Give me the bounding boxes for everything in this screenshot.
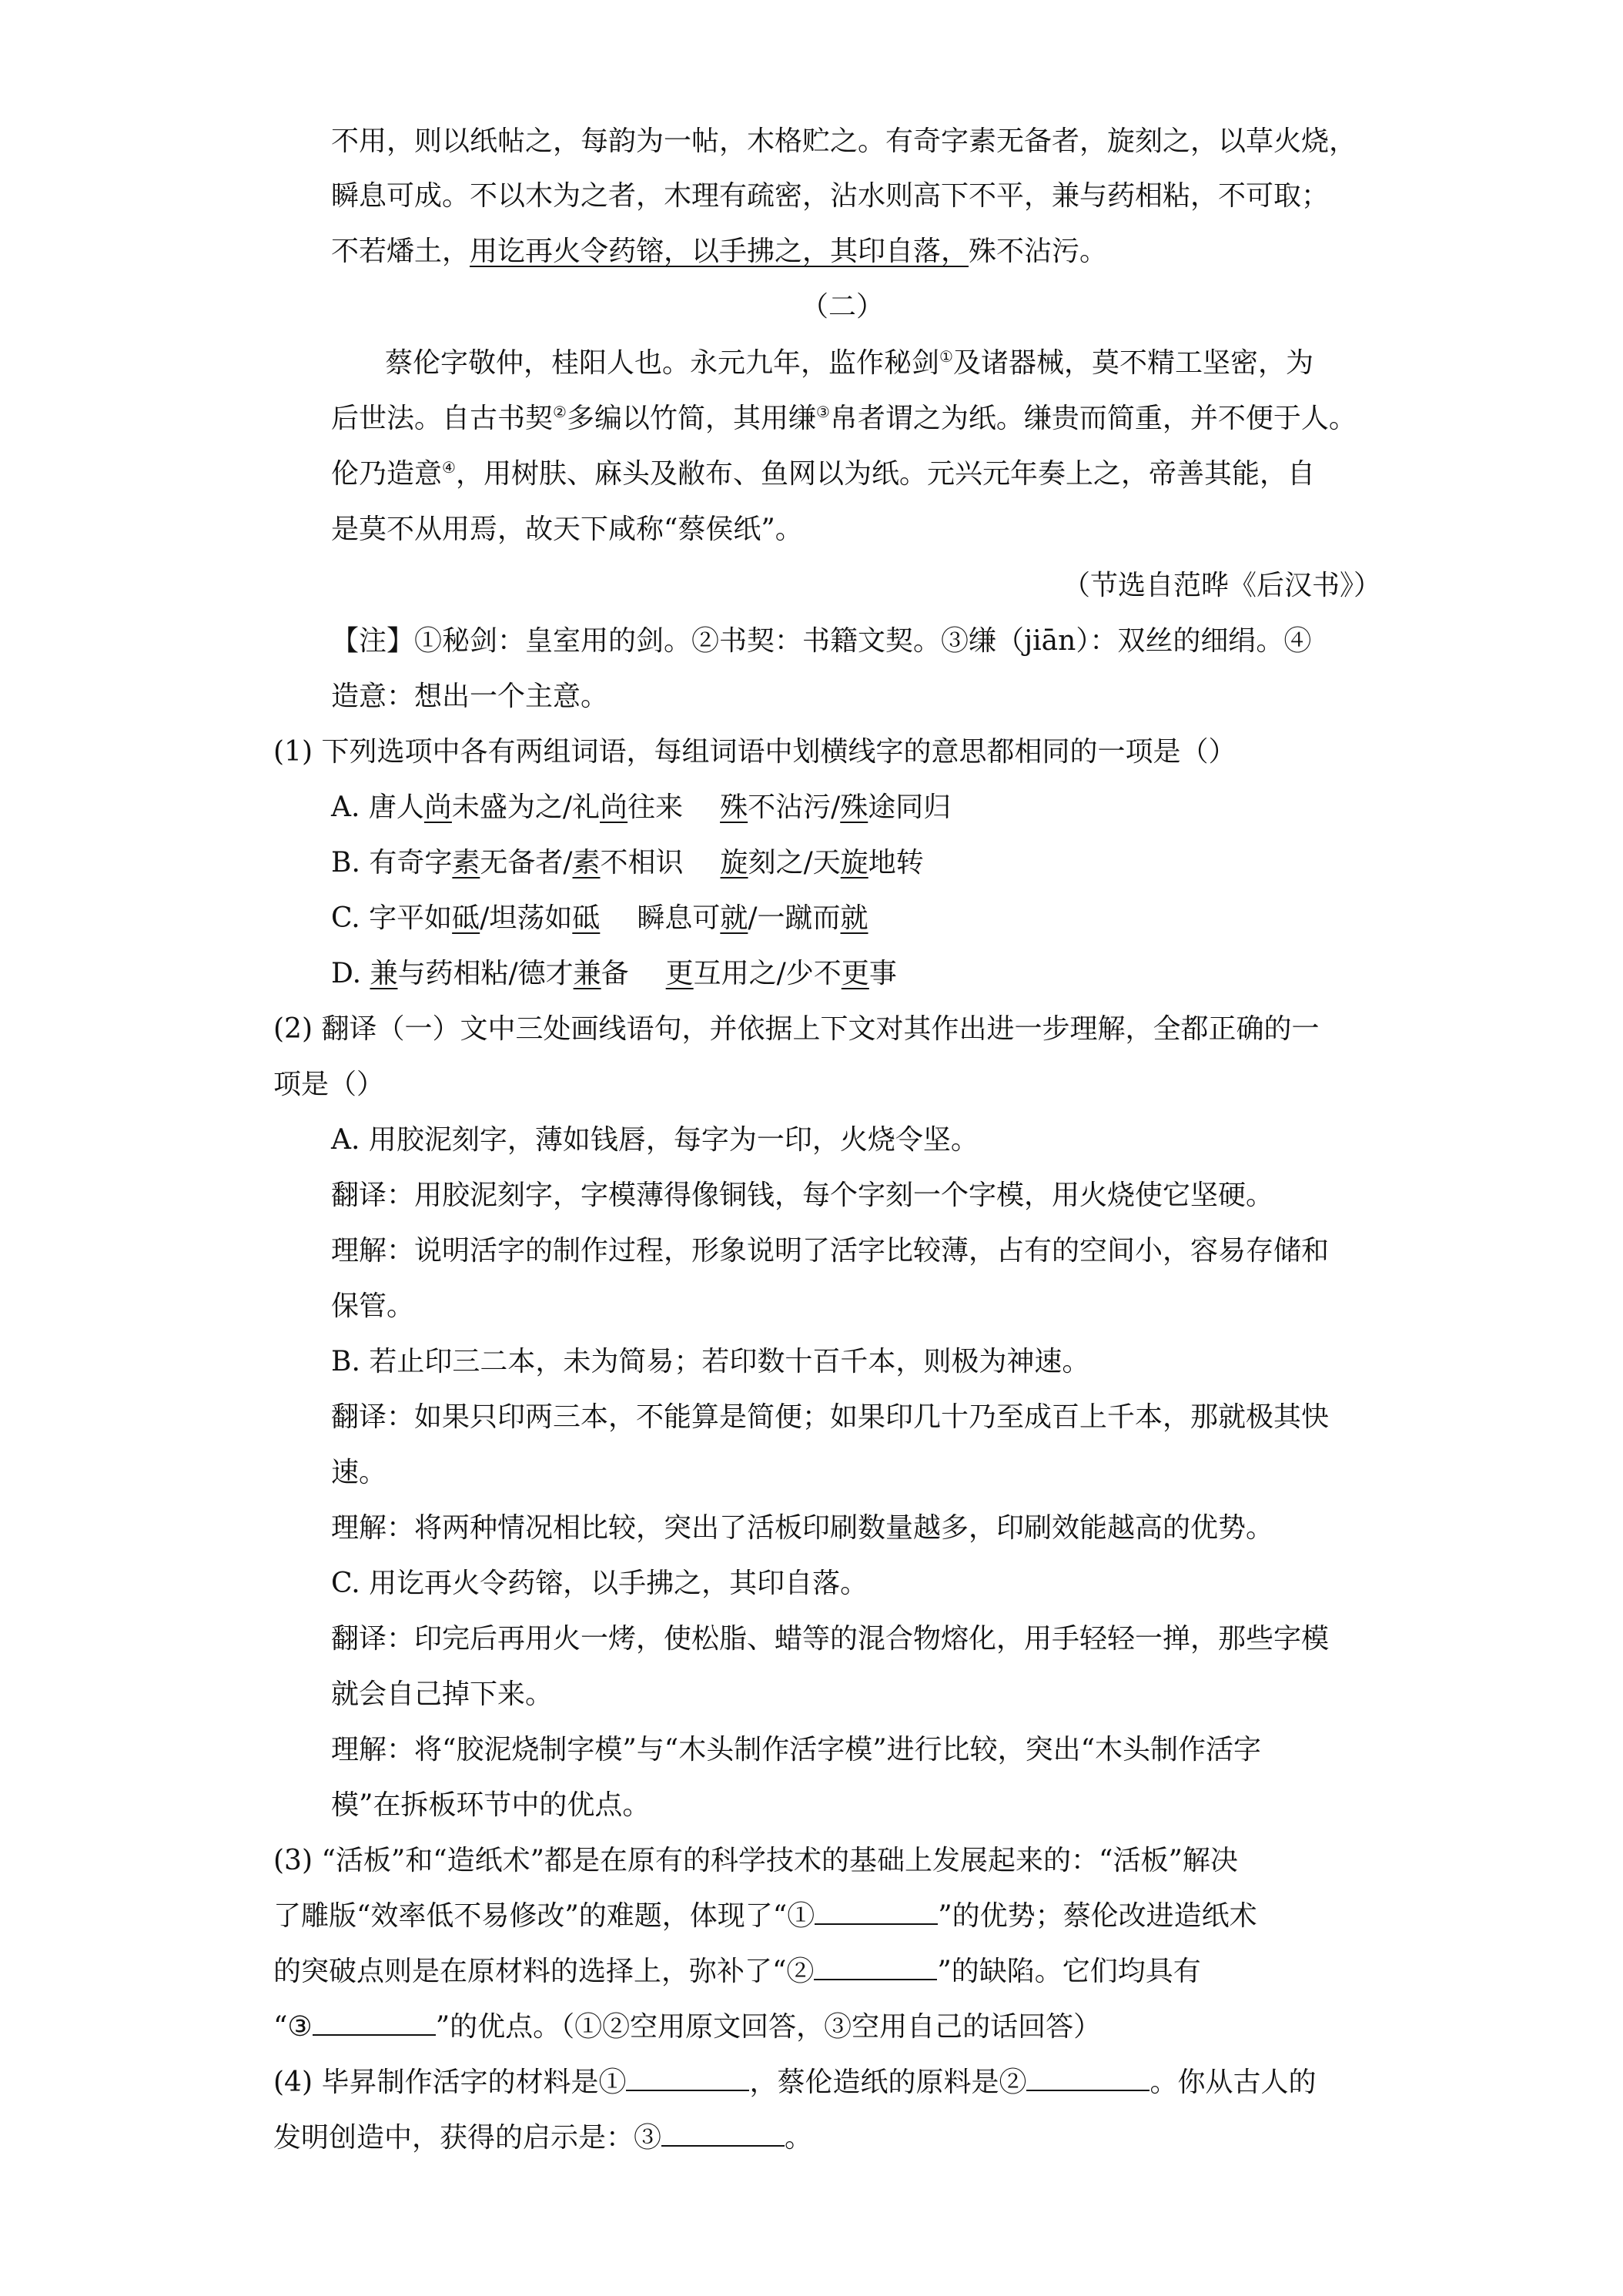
section-heading: （二） xyxy=(801,291,885,323)
q4-line1: (4) 毕昇制作活字的材料是① ，蔡伦造纸的原料是② 。你从古人的 xyxy=(273,2067,1317,2098)
q2-b-translation-1: 翻译：如果只印两三本，不能算是简便；如果印几十乃至成百上千本，那就极其快 xyxy=(331,1401,1330,1433)
q2-option-a: A. 用胶泥刻字，薄如钱唇，每字为一印，火烧令坚。 xyxy=(331,1124,979,1156)
q3-line3: 的突破点则是在原材料的选择上，弥补了“② ”的缺陷。它们均具有 xyxy=(273,1956,1201,1987)
q2-option-b: B. 若止印三二本，未为简易；若印数十百千本，则极为神速。 xyxy=(331,1346,1090,1377)
q2-c-translation-2: 就会自己掉下来。 xyxy=(331,1678,554,1710)
answer-blank-6[interactable] xyxy=(661,2122,785,2147)
q1-option-d: D. 兼与药相粘/德才兼备 更互用之/少不更事 xyxy=(331,958,897,989)
q2-b-understanding: 理解：将两种情况相比较，突出了活板印刷数量越多，印刷效能越高的优势。 xyxy=(331,1512,1274,1544)
q2-stem-line1: (2) 翻译（一）文中三处画线语句，并依据上下文对其作出进一步理解，全都正确的一 xyxy=(273,1013,1320,1045)
q2-c-understanding-1: 理解：将“胶泥烧制字模”与“木头制作活字模”进行比较，突出“木头制作活字 xyxy=(331,1734,1262,1766)
q2-stem-line2: 项是（） xyxy=(273,1069,385,1100)
q2-b-translation-2: 速。 xyxy=(331,1457,387,1488)
answer-blank-4[interactable] xyxy=(626,2067,749,2091)
q2-c-translation-1: 翻译：印完后再用火一烤，使松脂、蜡等的混合物熔化，用手轻轻一掸，那些字模 xyxy=(331,1623,1330,1655)
passage2-line4: 是莫不从用焉，故天下咸称“蔡侯纸”。 xyxy=(331,514,803,545)
passage2-line2: 后世法。自古书契②多编以竹简，其用缣③帛者谓之为纸。缣贵而简重，并不便于人。 xyxy=(331,403,1357,434)
answer-blank-3[interactable] xyxy=(313,2011,436,2036)
passage2-line1: 蔡伦字敬仲，桂阳人也。永元九年，监作秘剑①及诸器械，莫不精工坚密，为 xyxy=(385,347,1313,379)
q3-line1: (3) “活板”和“造纸术”都是在原有的科学技术的基础上发展起来的：“活板”解决 xyxy=(273,1845,1238,1876)
q2-c-understanding-2: 模”在拆板环节中的优点。 xyxy=(331,1789,651,1821)
q2-a-understanding-1: 理解：说明活字的制作过程，形象说明了活字比较薄，占有的空间小，容易存储和 xyxy=(331,1235,1330,1267)
q3-line2: 了雕版“效率低不易修改”的难题，体现了“① ”的优势；蔡伦改进造纸术 xyxy=(273,1900,1257,1932)
q2-a-translation: 翻译：用胶泥刻字，字模薄得像铜钱，每个字刻一个字模，用火烧使它坚硬。 xyxy=(331,1180,1274,1211)
q3-line4: “③ ”的优点。（①②空用原文回答，③空用自己的话回答） xyxy=(273,2011,1102,2043)
notes-line1: 【注】①秘剑：皇室用的剑。②书契：书籍文契。③缣（jiān）：双丝的细绢。④ xyxy=(331,625,1312,657)
q2-a-understanding-2: 保管。 xyxy=(331,1290,415,1322)
answer-blank-2[interactable] xyxy=(814,1956,937,1980)
underlined-sentence: 用讫再火令药镕，以手拂之，其印自落， xyxy=(470,236,969,267)
q4-line2: 发明创造中，获得的启示是：③ 。 xyxy=(273,2122,813,2154)
answer-blank-5[interactable] xyxy=(1026,2067,1149,2091)
passage2-line3: 伦乃造意④，用树肤、麻头及敝布、鱼网以为纸。元兴元年奏上之，帝善其能，自 xyxy=(331,458,1315,490)
passage1-line2: 瞬息可成。不以木为之者，木理有疏密，沾水则高下不平，兼与药相粘，不可取； xyxy=(331,180,1330,212)
q1-option-a: A. 唐人尚未盛为之/礼尚往来 殊不沾污/殊途同归 xyxy=(331,792,952,823)
q2-option-c: C. 用讫再火令药镕，以手拂之，其印自落。 xyxy=(331,1568,868,1599)
passage1-line1: 不用，则以纸帖之，每韵为一帖，木格贮之。有奇字素无备者，旋刻之，以草火烧， xyxy=(331,126,1357,157)
q1-option-c: C. 字平如砥/坦荡如砥 瞬息可就/一蹴而就 xyxy=(331,902,868,934)
source-citation: （节选自范晔《后汉书》） xyxy=(1062,570,1382,601)
q1-stem: (1) 下列选项中各有两组词语，每组词语中划横线字的意思都相同的一项是（） xyxy=(273,736,1236,768)
q1-option-b: B. 有奇字素无备者/素不相识 旋刻之/天旋地转 xyxy=(331,847,924,879)
answer-blank-1[interactable] xyxy=(815,1900,938,1925)
passage1-line3: 不若燔土，用讫再火令药镕，以手拂之，其印自落，殊不沾污。 xyxy=(331,236,1108,267)
notes-line2: 造意：想出一个主意。 xyxy=(331,681,609,712)
